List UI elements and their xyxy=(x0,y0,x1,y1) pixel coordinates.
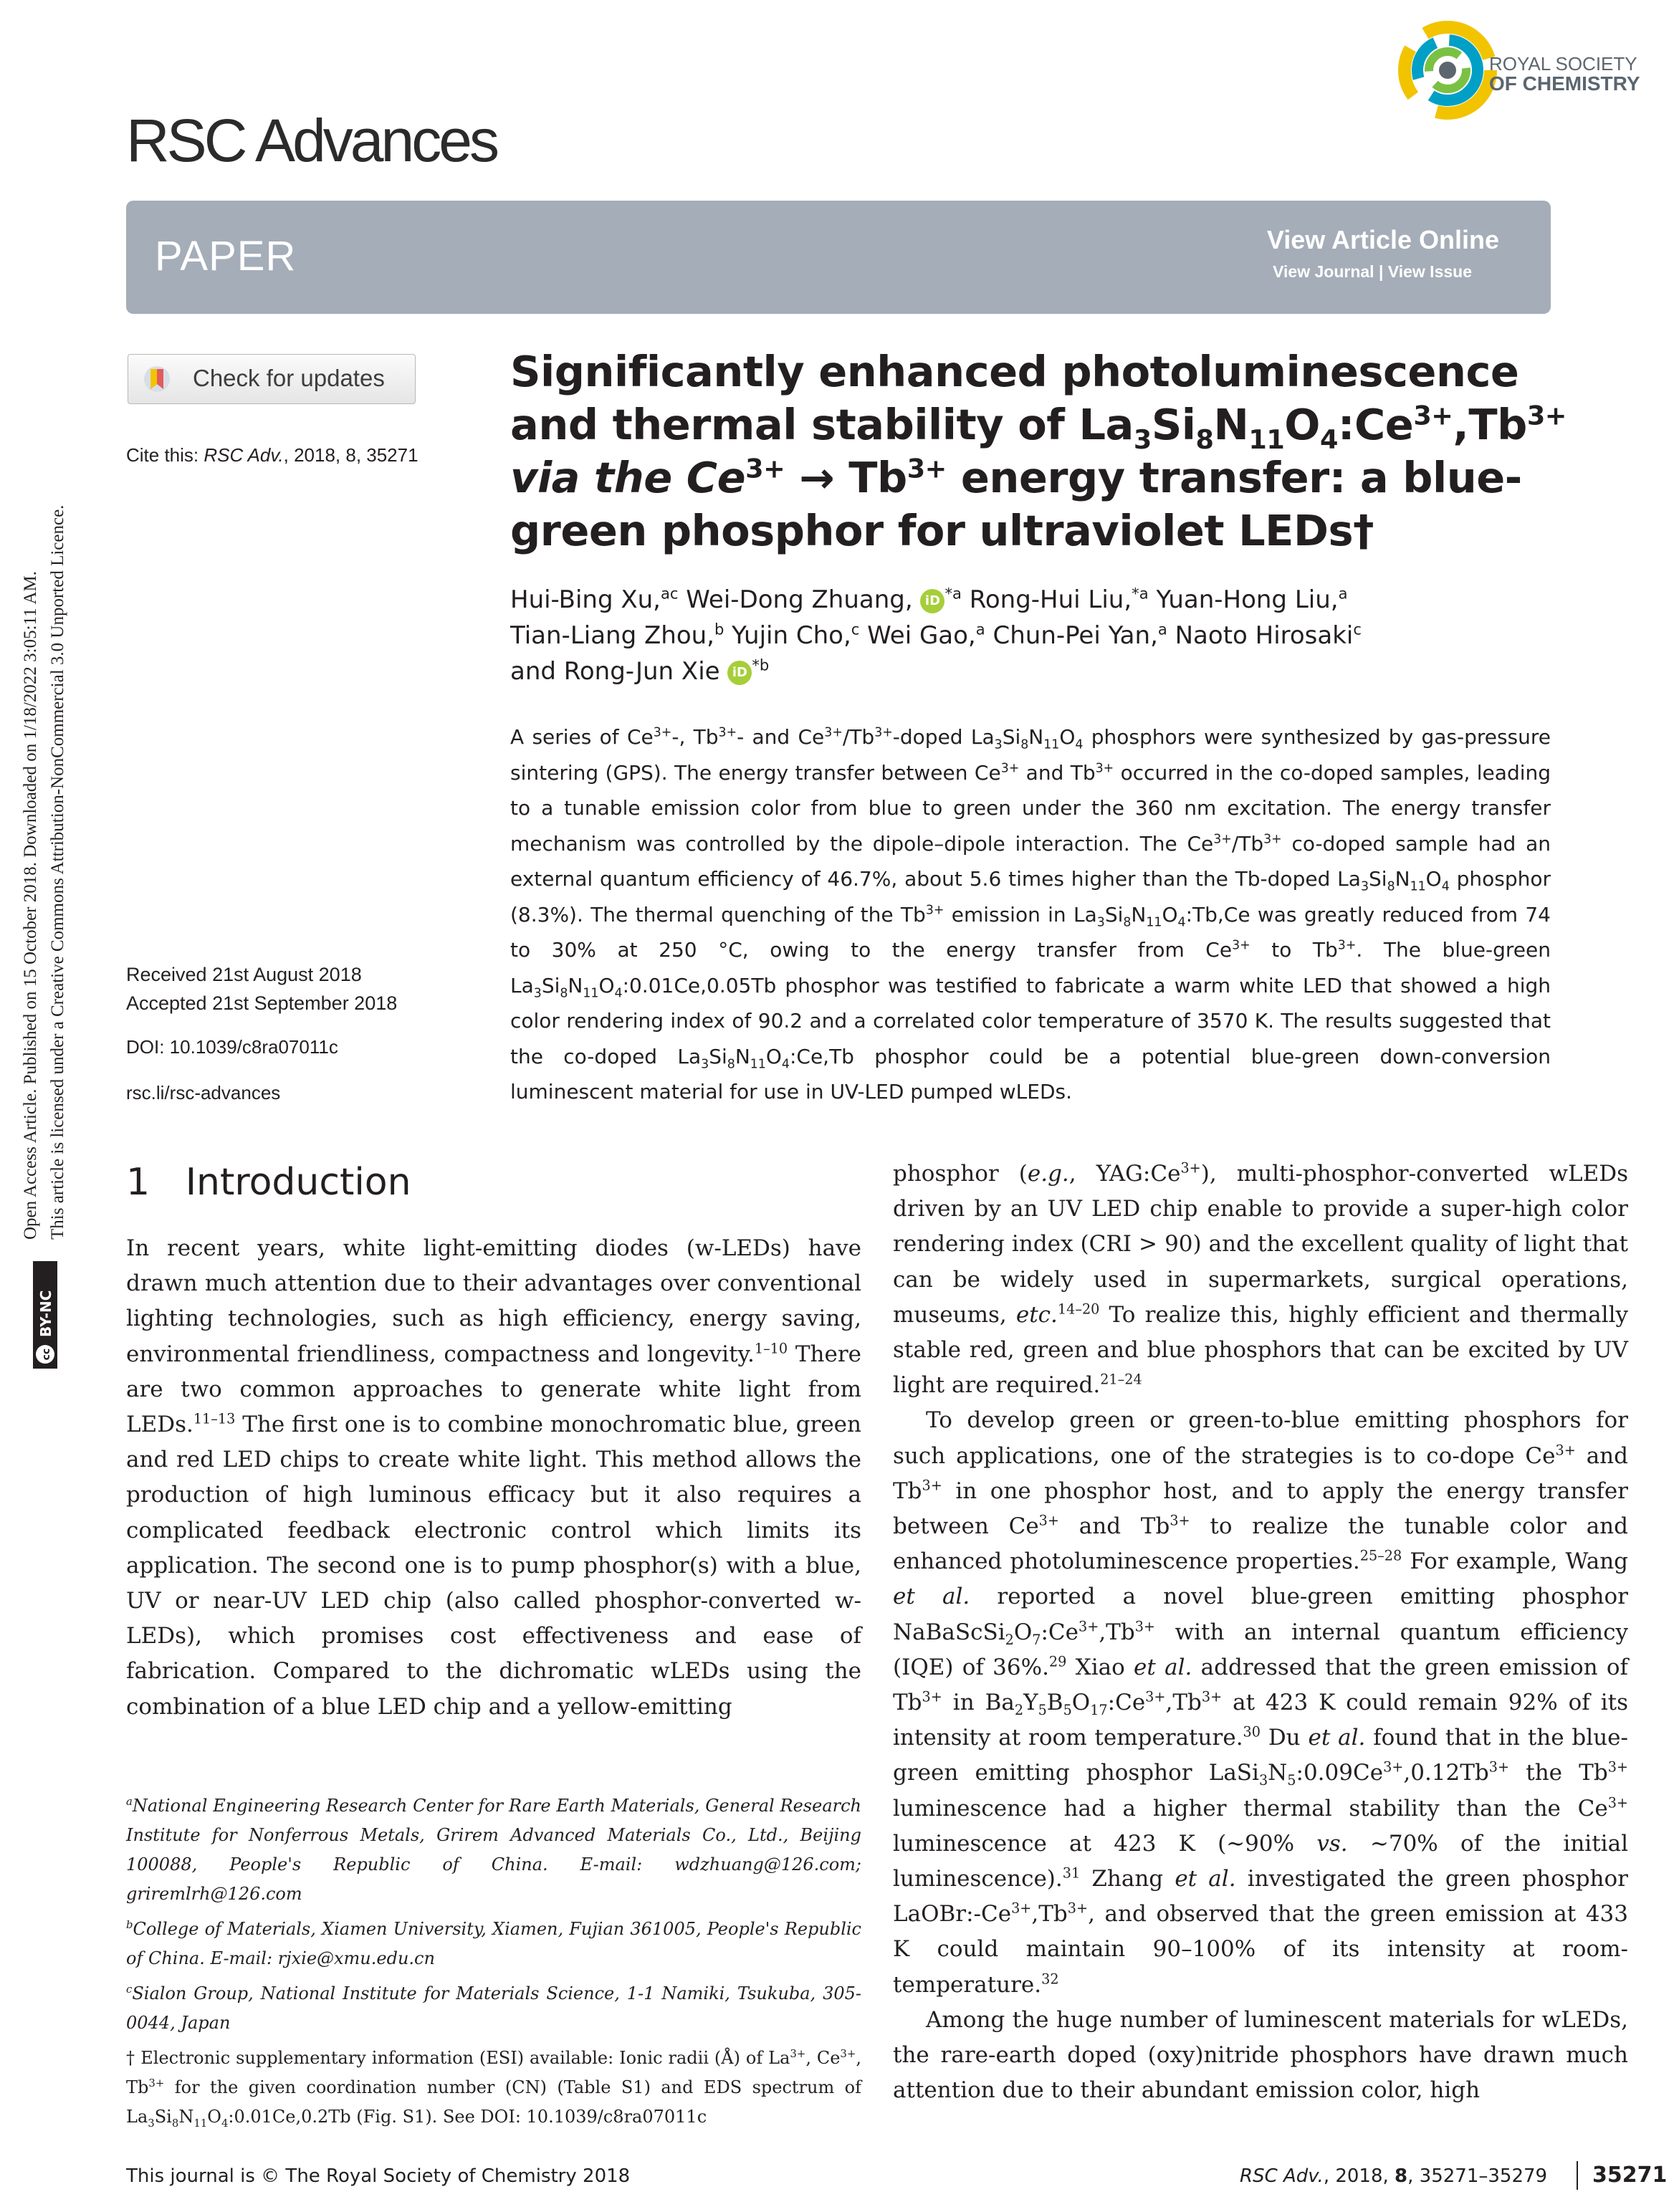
logo-line1: ROYAL SOCIETY xyxy=(1489,53,1637,75)
check-for-updates-button[interactable] xyxy=(128,354,416,404)
rsc-logo-mark xyxy=(1396,13,1640,156)
dates xyxy=(126,960,397,1018)
side-notice xyxy=(10,222,67,1369)
footnote-affiliation-a: $^a$National Engineering Research Center for Rare Earth Materials, General Research Institute for Nonferrous Metals, Grirem Advanced Materials Co., Ltd., Beijing 100088, People's Republic of China. E-mail: wdzhuang@126.com; griremlrh@126.com xyxy=(126,1795,861,1904)
section-heading: 1 Introduction xyxy=(126,1161,411,1204)
body-column-right xyxy=(893,1157,1628,2108)
footer-copyright: This journal is © The Royal Society of Chemistry 2018 xyxy=(126,2165,631,2187)
citation xyxy=(126,444,418,466)
logo-line2: OF CHEMISTRY xyxy=(1489,72,1640,95)
footnote-esi: † Electronic supplementary information (ESI) available: Ionic radii (Å) of $La^{3+}$, $Ce^{3+}$, $Tb^{3+}$ for the given coordination number (CN) (Table S1) and EDS spectrum of $La_3Si_8N_{11}O_4:0.01Ce,0.2Tb$ (Fig. S1). See DOI: 10.1039/c8ra07011c xyxy=(126,2047,861,2130)
orcid-icon[interactable]: iD xyxy=(920,589,944,613)
view-links xyxy=(1273,262,1472,282)
article-type-banner xyxy=(126,201,1551,314)
bookmark-icon xyxy=(143,365,171,393)
article-title: Significantly enhanced photoluminescence and thermal stability of $La_3Si_8N_{11}O_4:Ce^{3+},Tb^{3+}$ via the $Ce^{3+} \to Tb^{3+}$ energy transfer: a blue-green phosphor for ultraviolet LEDs† xyxy=(510,347,1567,555)
abstract: A series of $Ce^{3+}-$, $Tb^{3+}-$ and $Ce^{3+}/Tb^{3+}$-doped $La_3Si_8N_{11}O_4$ phosphors were synthesized by gas-pressure sintering (GPS). The energy transfer between $Ce^{3+}$ and $Tb^{3+}$ occurred in the co-doped samples, leading to a tunable emission color from blue to green under the 360 nm excitation. The energy transfer mechanism was controlled by the dipole–dipole interaction. The $Ce^{3+}/Tb^{3+}$ co-doped sample had an external quantum efficiency of 46.7%, about 5.6 times higher than the Tb-doped $La_3Si_8N_{11}O_4$ phosphor (8.3%). The thermal quenching of the $Tb^{3+}$ emission in $La_3Si_8N_{11}O_4:Tb,Ce$ was greatly reduced from 74 to 30% at 250 °C, owing to the energy transfer from $Ce^{3+}$ to $Tb^{3+}$. The blue-green $La_3Si_8N_{11}O_4:0.01Ce,0.05Tb$ phosphor was testified to fabricate a warm white LED that showed a high color rendering index of 90.2 and a correlated color temperature of 3570 K. The results suggested that the co-doped $La_3Si_8N_{11}O_4:Ce,Tb$ phosphor could be a potential blue-green down-conversion luminescent material for use in UV-LED pumped wLEDs. xyxy=(510,725,1551,1103)
view-article-online-link[interactable]: View Article Online xyxy=(1266,225,1499,254)
journal-link[interactable]: rsc.li/rsc-advances xyxy=(126,1082,281,1103)
footer-divider xyxy=(1577,2161,1578,2190)
view-issue-link[interactable]: View Issue xyxy=(1387,262,1472,281)
orcid-icon[interactable]: iD xyxy=(727,661,752,685)
author-list: Hui-Bing Xu,$^{ac}$ Wei-Dong Zhuang, iD $^{*a}$ Rong-Hui Liu,$^{*a}$ Yuan-Hong Liu,$^a$ Tian-Liang Zhou,$^b$ Yujin Cho,$^c$ Wei Gao,$^a$ Chun-Pei Yan,$^a$ Naoto Hirosaki$^c$ and Rong-Jun Xie iD $^{*b}$ xyxy=(510,584,1362,686)
side-notice-line1: Open Access Article. Published on 15 October 2018. Downloaded on 1/18/2022 3:05:11 AM. xyxy=(21,571,40,1240)
footnote-affiliation-b: $^b$College of Materials, Xiamen University, Xiamen, Fujian 361005, People's Republic of China. E-mail: rjxie@xmu.edu.cn xyxy=(126,1918,861,1968)
license-badge-label: BY-NC xyxy=(37,1290,54,1337)
rsc-logo[interactable] xyxy=(1396,13,1640,156)
page-number: 35271 xyxy=(1592,2163,1668,2188)
cite-prefix: Cite this: xyxy=(126,444,204,466)
license-badge[interactable] xyxy=(33,1261,57,1369)
view-links-separator: | xyxy=(1378,262,1384,281)
paragraph: phosphor (e.g., $YAG:Ce^{3+}$), multi-phosphor-converted wLEDs driven by an UV LED chip enable to provide a super-high color rendering index (CRI > 90) and the excellent quality of light that can be widely used in supermarkets, surgical operations, museums, etc.$^{14-20}$ To realize this, highly efficient and thermally stable red, green and blue phosphors that can be excited by UV light are required.$^{21-24}$ xyxy=(893,1159,1629,1399)
paragraph: Among the huge number of luminescent materials for wLEDs, the rare-earth doped (oxy)nitride phosphors have drawn much attention due to their abundant emission color, high xyxy=(893,2006,1628,2104)
paragraph: In recent years, white light-emitting diodes (w-LEDs) have drawn much attention due to their advantages over conventional lighting technologies, such as high efficiency, energy saving, environmental friendliness, compactness and longevity.$^{1-10}$ There are two common approaches to generate white light from LEDs.$^{11-13}$ The first one is to combine monochromatic blue, green and red LED chips to create white light. This method allows the production of high luminous efficacy but it also requires a complicated feedback electronic control which limits its application. The second one is to pump phosphor(s) with a blue, UV or near-UV LED chip (also called phosphor-converted w-LEDs), which promises cost effectiveness and ease of fabrication. Compared to the dichromatic wLEDs using the combination of a blue LED chip and a yellow-emitting xyxy=(126,1235,861,1720)
doi[interactable]: DOI: 10.1039/c8ra07011c xyxy=(126,1036,338,1058)
side-notice-line2: This article is licensed under a Creative Commons Attribution-NonCommercial 3.0 Unported Licence. xyxy=(48,504,67,1240)
received-date: Received 21st August 2018 xyxy=(126,964,362,985)
footnotes xyxy=(126,1791,861,2137)
cite-journal: RSC Adv. xyxy=(204,444,284,466)
footnote-affiliation-c: $^c$Sialon Group, National Institute for Materials Science, 1-1 Namiki, Tsukuba, 305-0044, Japan xyxy=(126,1983,861,2033)
cite-rest: , 2018, 8, 35271 xyxy=(283,444,418,466)
view-journal-link[interactable]: View Journal xyxy=(1273,262,1374,281)
article-type: PAPER xyxy=(155,233,297,279)
accepted-date: Accepted 21st September 2018 xyxy=(126,992,398,1014)
check-for-updates-label: Check for updates xyxy=(193,365,385,391)
svg-text:cc: cc xyxy=(41,1348,52,1361)
body-column-left xyxy=(126,1231,861,1725)
paragraph: To develop green or green-to-blue emitting phosphors for such applications, one of the strategies is to co-dope $Ce^{3+}$ and $Tb^{3+}$ in one phosphor host, and to apply the energy transfer between $Ce^{3+}$ and $Tb^{3+}$ to realize the tunable color and enhanced photoluminescence properties.$^{25-28}$ For example, Wang et al. reported a novel blue-green emitting phosphor $NaBaScSi_2O_7:Ce^{3+},Tb^{3+}$ with an internal quantum efficiency (IQE) of 36%.$^{29}$ Xiao et al. addressed that the green emission of $Tb^{3+}$ in $Ba_2Y_5B_5O_{17}:Ce^{3+},Tb^{3+}$ at 423 K could remain 92% of its intensity at room temperature.$^{30}$ Du et al. found that in the blue-green emitting phosphor $LaSi_3N_5:0.09Ce^{3+},0.12Tb^{3+}$ the $Tb^{3+}$ luminescence had a higher thermal stability than the $Ce^{3+}$ luminescence at 423 K (∼90% vs. ∼70% of the initial luminescence).$^{31}$ Zhang et al. investigated the green phosphor $LaOBr:-Ce^{3+},Tb^{3+}$, and observed that the green emission at 433 K could maintain 90–100% of its intensity at room-temperature.$^{32}$ xyxy=(893,1407,1629,1998)
journal-name: RSC Advances xyxy=(126,107,497,174)
footer-citation: RSC Adv., 2018, 8, 35271–35279 xyxy=(1240,2165,1548,2187)
